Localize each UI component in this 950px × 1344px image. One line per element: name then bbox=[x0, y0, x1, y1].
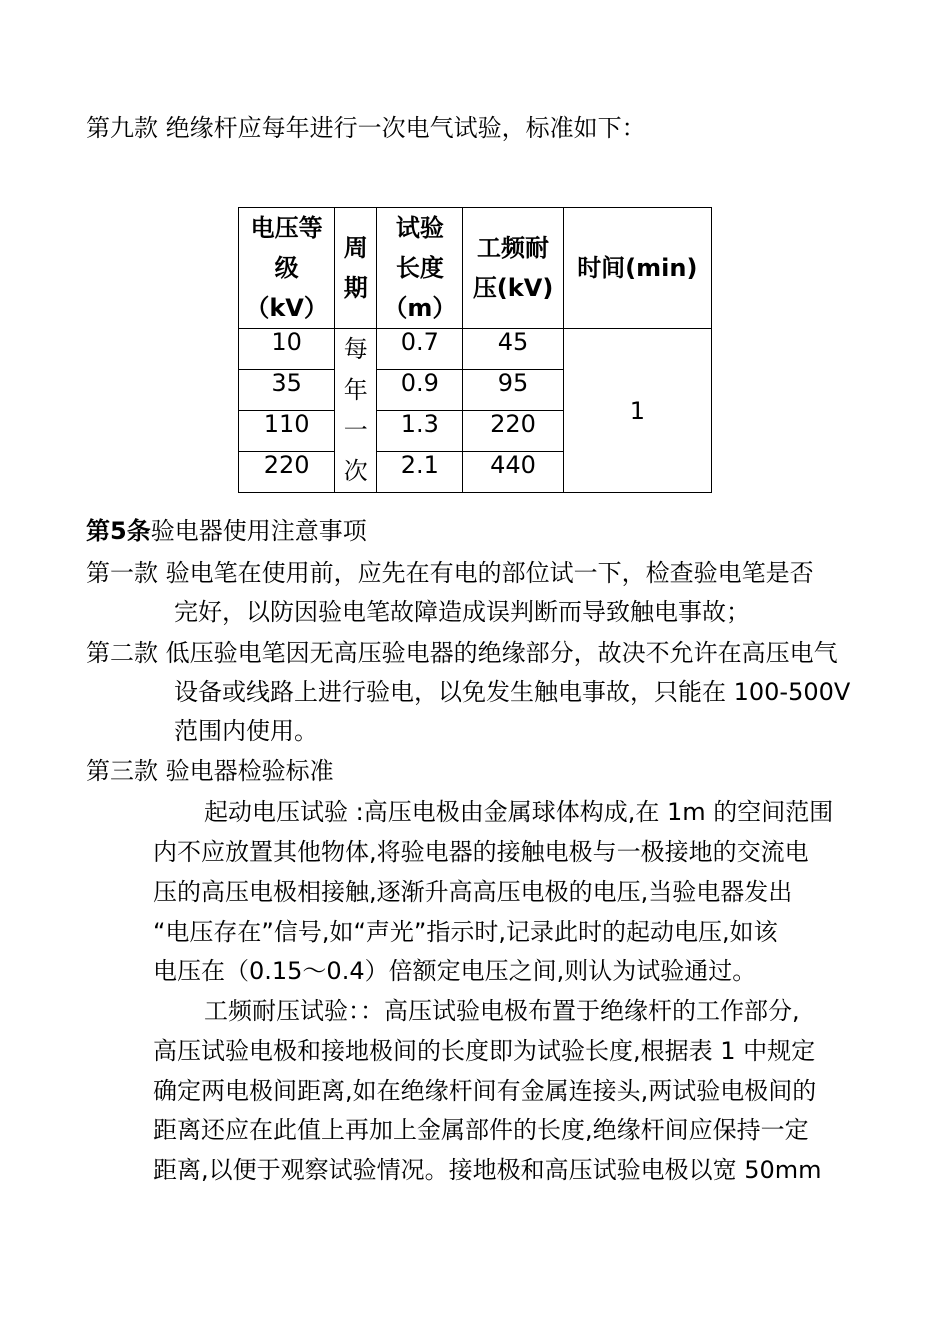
clause-line: 范围内使用。 bbox=[174, 717, 318, 745]
cell-length: 2.1 bbox=[377, 452, 463, 493]
cell-withstand: 220 bbox=[463, 411, 563, 452]
paragraph-line: 工频耐压试验：：高压试验电极布置于绝缘杆的工作部分, bbox=[204, 997, 800, 1025]
section-heading bbox=[86, 515, 367, 547]
paragraph-line: 内不应放置其他物体,将验电器的接触电极与一极接地的交流电 bbox=[153, 838, 809, 866]
header-test-length: 试验 长度 （m） bbox=[377, 208, 463, 329]
paragraph-line: 电压在（0.15～0.4）倍额定电压之间,则认为试验通过。 bbox=[153, 957, 757, 985]
paragraph-line: 距离还应在此值上再加上金属部件的长度,绝缘杆间应保持一定 bbox=[153, 1116, 809, 1144]
cell-withstand: 45 bbox=[463, 329, 563, 370]
cell-withstand: 440 bbox=[463, 452, 563, 493]
paragraph-line: 压的高压电极相接触,逐渐升高高压电极的电压,当验电器发出 bbox=[153, 878, 793, 906]
cell-length: 0.9 bbox=[377, 370, 463, 411]
cell-voltage: 35 bbox=[239, 370, 335, 411]
paragraph-line: 高压试验电极和接地极间的长度即为试验长度,根据表 1 中规定 bbox=[153, 1037, 816, 1065]
clause-line: 第一款 验电笔在使用前，应先在有电的部位试一下，检查验电笔是否 bbox=[86, 559, 814, 587]
clause-line: 第三款 验电器检验标准 bbox=[86, 757, 334, 785]
cell-length: 1.3 bbox=[377, 411, 463, 452]
paragraph-line: 确定两电极间距离,如在绝缘杆间有金属连接头,两试验电极间的 bbox=[153, 1077, 817, 1105]
intro-line: 第九款 绝缘杆应每年进行一次电气试验，标准如下： bbox=[86, 114, 646, 142]
cell-period: 每 年 一 次 bbox=[335, 329, 377, 493]
paragraph-line: “电压存在”信号,如“声光”指示时,记录此时的起动电压,如该 bbox=[153, 918, 778, 946]
header-voltage: 电压等 级 （kV） bbox=[239, 208, 335, 329]
clause-line: 设备或线路上进行验电，以免发生触电事故，只能在 100-500V bbox=[174, 678, 851, 706]
header-withstand-voltage: 工频耐 压(kV) bbox=[463, 208, 563, 329]
paragraph-line: 距离,以便于观察试验情况。接地极和高压试验电极以宽 50mm bbox=[153, 1156, 822, 1184]
cell-length: 0.7 bbox=[377, 329, 463, 370]
clause-line: 第二款 低压验电笔因无高压验电器的绝缘部分，故决不允许在高压电气 bbox=[86, 639, 838, 667]
cell-voltage: 10 bbox=[239, 329, 335, 370]
cell-withstand: 95 bbox=[463, 370, 563, 411]
header-time: 时间(min) bbox=[563, 208, 711, 329]
cell-voltage: 110 bbox=[239, 411, 335, 452]
clause-line: 完好，以防因验电笔故障造成误判断而导致触电事故； bbox=[174, 598, 750, 626]
section-number: 第5条 bbox=[86, 517, 151, 545]
cell-voltage: 220 bbox=[239, 452, 335, 493]
header-period: 周 期 bbox=[335, 208, 377, 329]
paragraph-line: 起动电压试验 :高压电极由金属球体构成,在 1m 的空间范围 bbox=[204, 798, 834, 826]
cell-time: 1 bbox=[563, 329, 711, 493]
insulating-rod-test-table bbox=[238, 207, 712, 493]
section-title: 验电器使用注意事项 bbox=[150, 517, 367, 545]
